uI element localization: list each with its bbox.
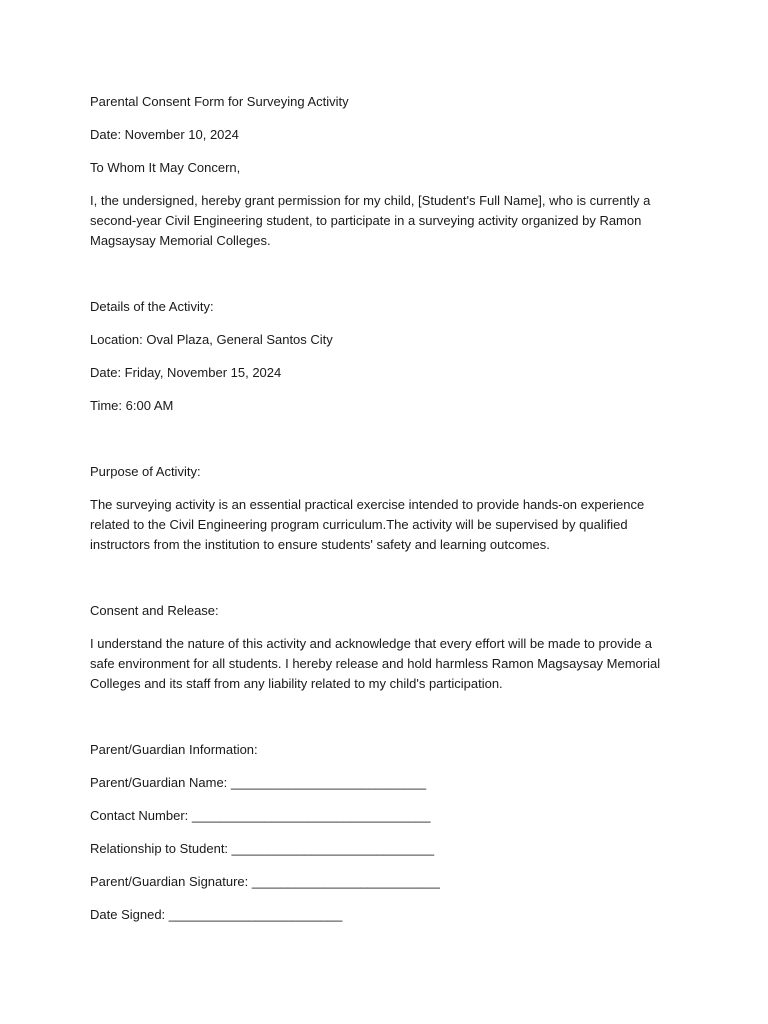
document-title: Parental Consent Form for Surveying Activity: [90, 94, 349, 109]
salutation: To Whom It May Concern,: [90, 160, 241, 175]
details-heading: Details of the Activity:: [90, 299, 214, 314]
consent-heading: Consent and Release:: [90, 603, 219, 618]
intro-paragraph: I, the undersigned, hereby grant permission for my child, [Student's Full Name], who is currently a second-year Civil Engineering student, to participate in a surveying activity organized by Ramon Magsaysay Memorial Colleges.: [90, 193, 651, 248]
contact-number-field: Contact Number: _________________________________: [90, 808, 431, 823]
document-date: Date: November 10, 2024: [90, 127, 239, 142]
purpose-paragraph: The surveying activity is an essential practical exercise intended to provide hands-on experience related to the Civil Engineering program curriculum.The activity will be supervised by qualified instructors from the institution to ensure students' safety and learning outcomes.: [90, 497, 645, 552]
details-location: Location: Oval Plaza, General Santos City: [90, 332, 333, 347]
purpose-heading: Purpose of Activity:: [90, 464, 201, 479]
guardian-name-field: Parent/Guardian Name: ___________________________: [90, 775, 427, 790]
details-date: Date: Friday, November 15, 2024: [90, 365, 282, 380]
guardian-signature-field: Parent/Guardian Signature: __________________________: [90, 874, 440, 889]
consent-paragraph: I understand the nature of this activity and acknowledge that every effort will be made to provide a safe environment for all students. I hereby release and hold harmless Ramon Magsaysay Memorial Colleges and its staff from any liability related to my child's participation.: [90, 636, 661, 691]
document-page: [90, 92, 680, 925]
relationship-field: Relationship to Student: ____________________________: [90, 841, 435, 856]
details-time: Time: 6:00 AM: [90, 398, 174, 413]
guardian-heading: Parent/Guardian Information:: [90, 742, 258, 757]
date-signed-field: Date Signed: ________________________: [90, 907, 343, 922]
